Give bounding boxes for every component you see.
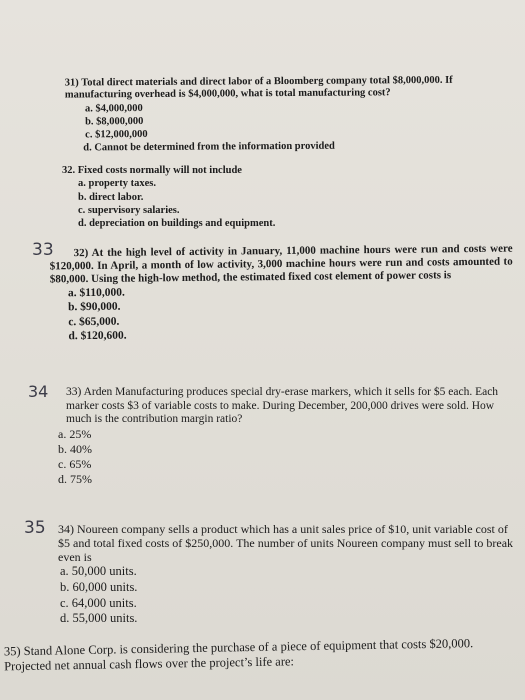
option-b: b. 40%	[58, 441, 92, 456]
question-32	[62, 165, 482, 230]
option-a: a. $4,000,000	[84, 102, 143, 115]
question-stem: 32) At the high level of activity in January, 11,000 machine hours were run and costs were $120,000. In April, a month of low activity, 3,000 machine hours were run and costs amounted to $80,000. Using the high-low method, the estimated fixed cost element of power costs is	[49, 242, 513, 286]
stem-text-end: include	[206, 165, 242, 176]
question-34	[38, 386, 518, 487]
option-a: a. 50,000 units.	[60, 564, 137, 579]
option-a: a. $110,000.	[67, 286, 125, 300]
option-b: b. $8,000,000	[85, 115, 144, 128]
question-33	[50, 243, 514, 344]
option-b: b. 60,000 units.	[60, 580, 138, 595]
question-stem: 34) Noureen company sells a product which has a unit sales price of $10, unit variable cost of $5 and total fixed costs of $250,000. The number of units Noureen company must sell to break even is	[58, 522, 514, 565]
option-b: b. $90,000.	[68, 300, 121, 314]
answer-options	[68, 281, 514, 343]
option-d: d. 75%	[58, 471, 92, 486]
answer-options	[78, 177, 482, 230]
stem-text: 32. Fixed costs normally will	[62, 165, 193, 176]
question-stem	[62, 165, 482, 177]
answer-options	[60, 564, 520, 627]
option-c: c. $65,000.	[68, 315, 120, 328]
option-d: d. Cannot be determined from the information provided	[83, 140, 335, 154]
handwritten-number: 35	[24, 518, 46, 538]
handwritten-number: 33	[32, 240, 54, 260]
option-c: c. 64,000 units.	[60, 595, 137, 610]
option-a: a. property taxes.	[78, 178, 156, 190]
option-c: c. $12,000,000	[85, 128, 148, 141]
handwritten-number: 34	[28, 382, 49, 401]
option-d: d. 55,000 units.	[60, 611, 138, 626]
question-36	[4, 636, 504, 674]
option-b: b. direct labor.	[78, 191, 144, 203]
option-d: d. $120,600.	[68, 329, 127, 343]
question-stem: 33) Arden Manufacturing produces special dry-erase markers, which it sells for $5 each. Each marker costs $3 of variable costs to make. During December, 200,000 drives were sold. How much is the contribution margin ratio?	[66, 386, 499, 426]
option-a: a. 25%	[58, 426, 92, 441]
question-35	[40, 522, 520, 627]
option-d: d. depreciation on buildings and equipment.	[78, 217, 276, 229]
question-stem: 35) Stand Alone Corp. is considering the purchase of a piece of equipment that costs $20,000. Projected net annual cash flows over the project’s life are:	[3, 636, 474, 674]
answer-options	[58, 427, 518, 487]
question-31	[65, 74, 506, 154]
answer-options	[85, 99, 505, 154]
option-c: c. supervisory salaries.	[78, 204, 180, 216]
option-c: c. 65%	[58, 456, 92, 471]
stem-emphasis: not	[192, 165, 207, 176]
question-stem: 31) Total direct materials and direct labor of a Bloomberg company total $8,000,000. If manufacturing overhead is $4,000,000, what is total manufacturing cost?	[64, 74, 453, 101]
